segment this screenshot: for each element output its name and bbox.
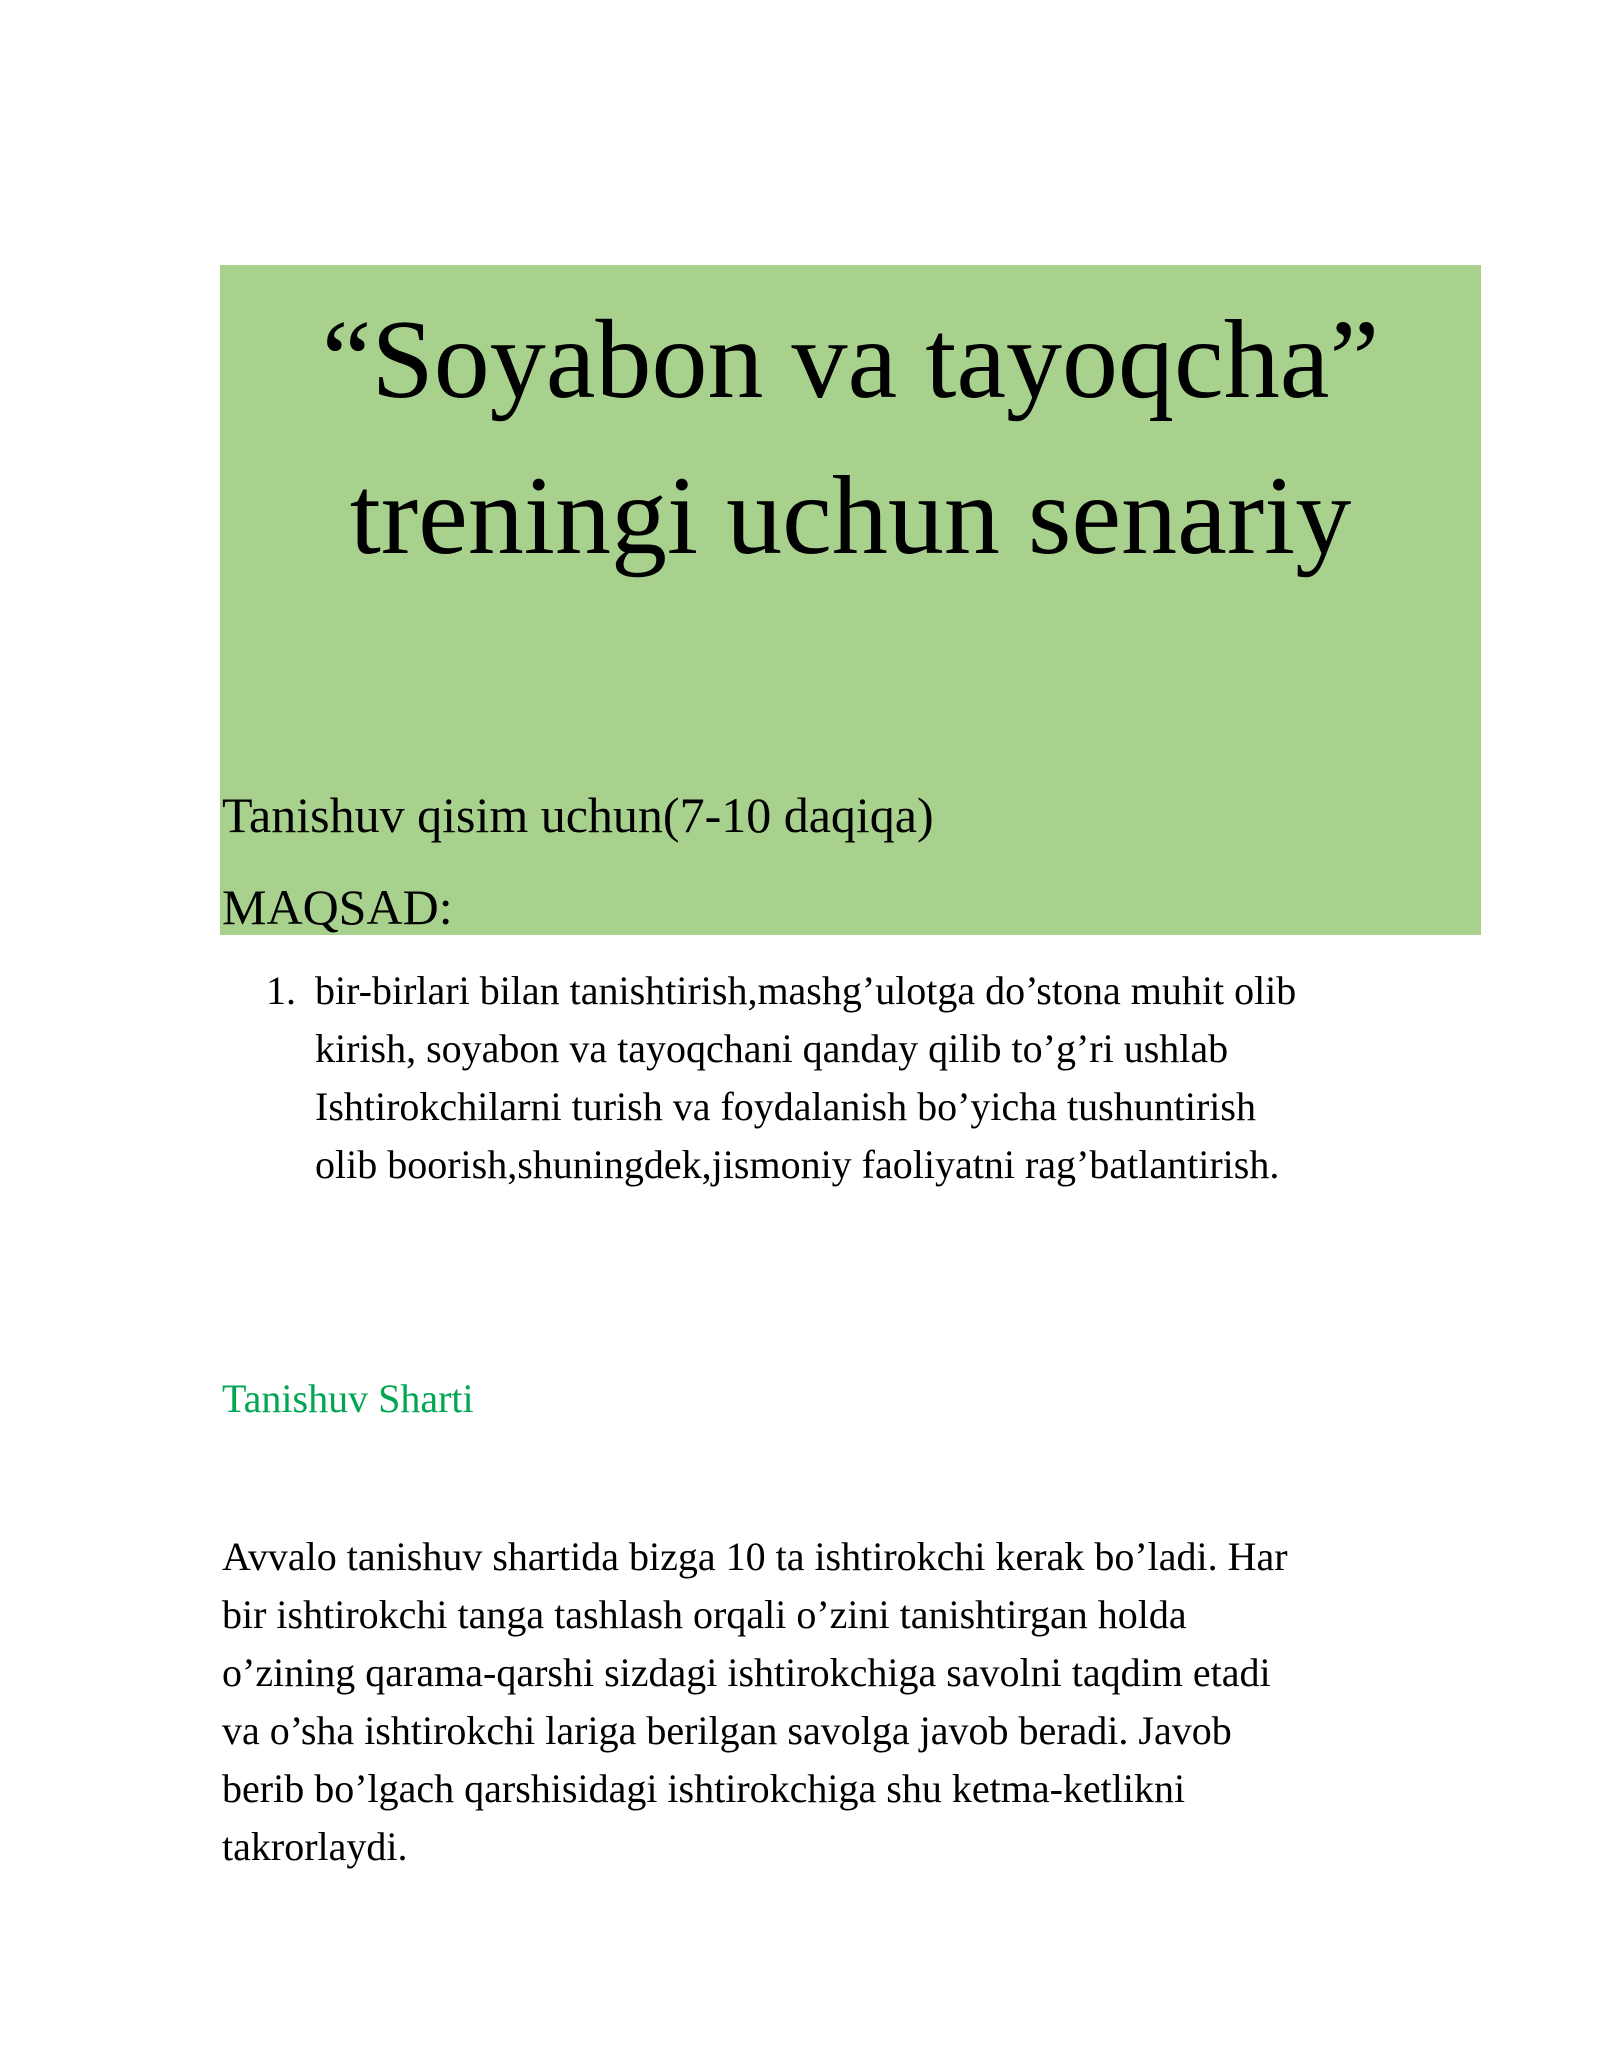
title-line-2: treningi uchun senariy [349, 454, 1352, 578]
goal-item-line: olib boorish,shuningdek,jismoniy faoliyatni rag’batlantirish. [315, 1142, 1280, 1187]
goal-item-line: kirish, soyabon va tayoqchani qanday qilib to’g’ri ushlab [315, 1026, 1229, 1071]
body-line: takrorlaydi. [222, 1824, 408, 1869]
goal-list [222, 962, 1482, 1194]
goal-heading: MAQSAD: [222, 879, 453, 935]
document-title [220, 282, 1481, 594]
body-line: berib bo’lgach qarshisidagi ishtirokchiga shu ketma-ketlikni [222, 1766, 1186, 1811]
goal-item [222, 962, 1482, 1194]
document-subtitle: Tanishuv qisim uchun(7-10 daqiqa) [222, 787, 934, 843]
section-heading: Tanishuv Sharti [222, 1376, 474, 1421]
body-line: Avvalo tanishuv shartida bizga 10 ta ishtirokchi kerak bo’ladi. Har [222, 1534, 1288, 1579]
goal-item-line: Ishtirokchilarni turish va foydalanish bo’yicha tushuntirish [315, 1084, 1256, 1129]
title-line-1: “Soyabon va tayoqcha” [321, 298, 1380, 422]
goal-item-number: 1. [266, 968, 296, 1013]
body-line: bir ishtirokchi tanga tashlash orqali o’zini tanishtirgan holda [222, 1592, 1187, 1637]
body-line: va o’sha ishtirokchi lariga berilgan savolga javob beradi. Javob [222, 1708, 1232, 1753]
goal-item-line: bir-birlari bilan tanishtirish,mashg’ulotga do’stona muhit olib [315, 968, 1297, 1013]
section-body [222, 1528, 1482, 1876]
body-line: o’zining qarama-qarshi sizdagi ishtirokchiga savolni taqdim etadi [222, 1650, 1271, 1695]
